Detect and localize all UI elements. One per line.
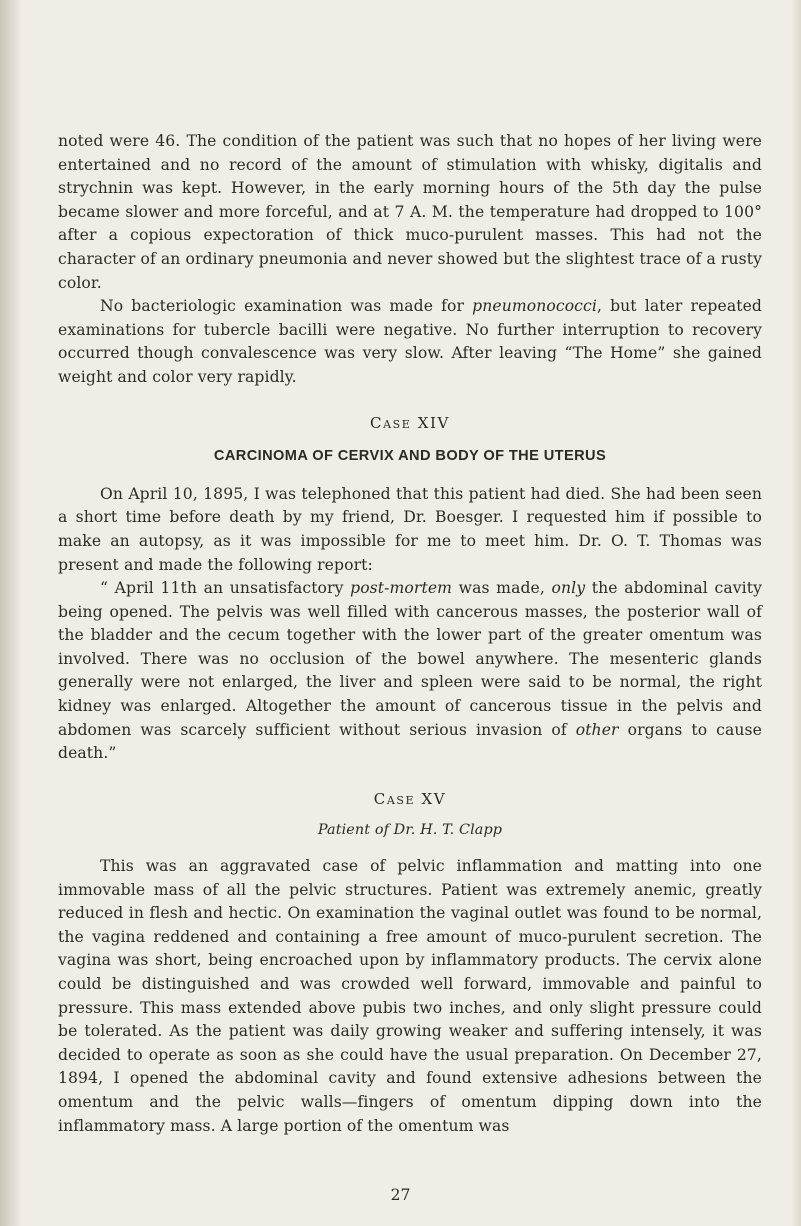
case-14-paragraph-1: On April 10, 1895, I was telephoned that this patient had died. She had been seen a short time before death by my friend, Dr. Boesger. I requested him if possible to make an autopsy, as it was impossible for me to meet him. Dr. O. T. Thomas was present and made the following report: <box>58 484 762 574</box>
text-run: No bacteriologic examination was made for <box>100 297 473 316</box>
italic-term: pneumonococci <box>472 297 597 316</box>
case-15-paragraph-1: This was an aggravated case of pelvic inflammation and matting into one immovable mass of all the pelvic structures. Patient was extremely anemic, greatly reduced in flesh and hectic. On examination the vaginal outlet was found to be normal, the vagina reddened and containing a free amount of muco-purulent secretion. The vagina was short, being encroached upon by inflammatory products. The cervix alone could be distinguished and was crowded well forward, immovable and painful to pressure. This mass extended above pubis two inches, and only slight pressure could be tolerated. As the patient was daily growing weaker and suffering intensely, it was decided to operate as soon as she could have the usual preparation. On December 27, 1894, I opened the abdominal cavity and found extensive adhesions between the omentum and the pelvic walls—fingers of omentum dipping down into the inflammatory mass. A large portion of the omentum was <box>58 857 762 1135</box>
page-edge-shadow <box>0 0 22 1226</box>
text-run: the abdominal cavity being opened. The pelvis was well filled with cancerous masses, the posterior wall of the bladder and the cecum together with the lower part of the greater omentum was involved. There was no occlusion of the bowel anywhere. The mesenteric glands generally were not enlarged, the liver and spleen were said to be normal, the right kidney was enlarged. Altogether the amount of cancerous tissue in the pelvis and abdomen was scarcely sufficient without serious invasion of <box>58 579 762 739</box>
case-14-title: CARCINOMA OF CERVIX AND BODY OF THE UTERUS <box>213 448 607 465</box>
italic-term: post-mortem <box>350 579 453 598</box>
case-15-heading: Case XV <box>373 789 447 808</box>
page-content <box>58 130 762 1138</box>
page-number: 27 <box>390 1186 411 1204</box>
paragraph-bacteriologic <box>58 295 762 389</box>
text-run: organs to cause death.” <box>58 720 762 763</box>
text-run: , but later repeated examinations for tubercle bacilli were negative. No further interruption to recovery occurred though convalescence was very slow. After leaving “The Home” she gained weight and color very rapidly. <box>58 297 762 386</box>
case-15-subtitle: Patient of Dr. H. T. Clapp <box>317 822 503 839</box>
italic-term: other <box>575 720 619 739</box>
paragraph-continuation: noted were 46. The condition of the patient was such that no hopes of her living were entertained and no record of the amount of stimulation with whisky, digitalis and strychnin was kept. However, in the early morning hours of the 5th day the pulse became slower and more forceful, and at 7 A. M. the temperature had dropped to 100° after a copious expectoration of thick muco-purulent masses. This had not the character of an ordinary pneumonia and never showed but the slightest trace of a rusty color. <box>58 132 762 292</box>
text-run: “ April 11th an unsatisfactory <box>100 579 351 598</box>
italic-term: only <box>551 579 586 598</box>
text-run: was made, <box>452 579 552 598</box>
page-edge-shadow-right <box>791 0 801 1226</box>
case-14-heading: Case XIV <box>370 413 450 432</box>
case-14-paragraph-2 <box>58 577 762 766</box>
